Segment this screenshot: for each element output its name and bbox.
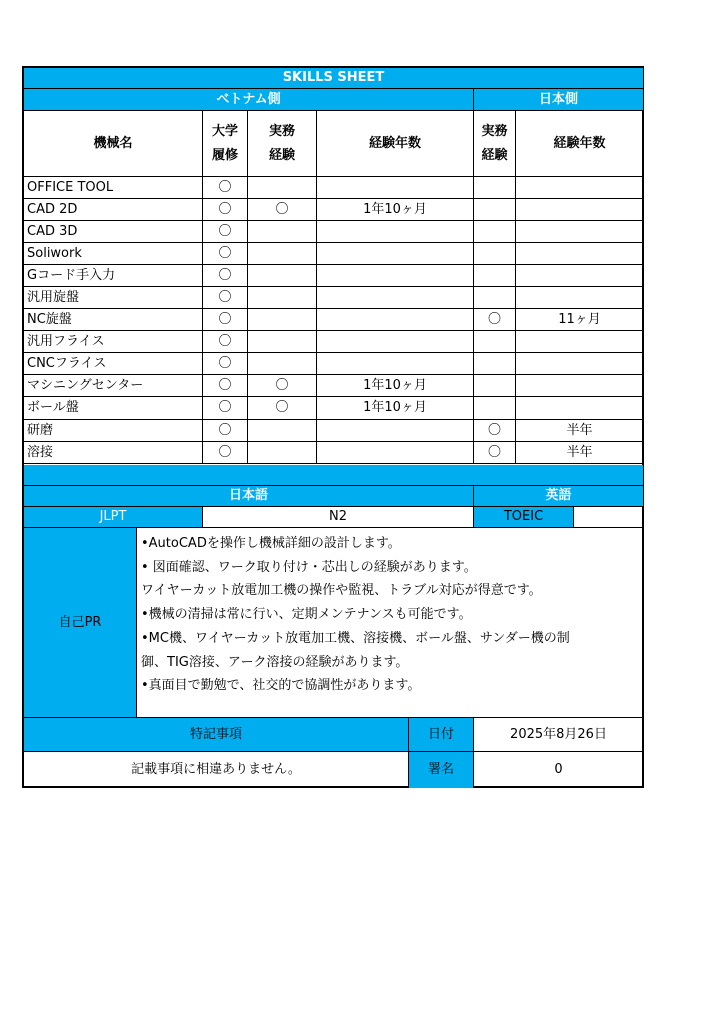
table-cell-vn-years — [317, 309, 474, 331]
self-pr-line: ワイヤーカット放電加工機の操作や監視、トラブル対応が得意です。 — [141, 583, 542, 599]
column-vn-years: 経験年数 — [317, 111, 474, 177]
date-label: 日付 — [409, 718, 474, 752]
table-cell-vn-exp — [248, 309, 317, 331]
column-machine: 機械名 — [24, 111, 203, 177]
table-cell-univ: 〇 — [203, 287, 248, 309]
table-cell-vn-exp — [248, 265, 317, 287]
table-cell-univ: 〇 — [203, 397, 248, 420]
spacer-band — [24, 465, 644, 486]
table-cell-jp-exp — [474, 265, 516, 287]
column-university-line1: 大学 — [211, 123, 238, 139]
table-cell-jp-exp — [474, 177, 516, 199]
table-cell-jp-years — [516, 199, 644, 221]
table-cell-univ: 〇 — [203, 309, 248, 331]
table-cell-jp-exp — [474, 331, 516, 353]
column-jp-years: 経験年数 — [516, 111, 644, 177]
section-vietnam: ベトナム側 — [24, 89, 474, 111]
table-cell-univ: 〇 — [203, 177, 248, 199]
table-cell-vn-years — [317, 353, 474, 375]
table-cell-univ: 〇 — [203, 265, 248, 287]
table-cell-machine: Soliwork — [24, 243, 203, 265]
table-cell-jp-exp — [474, 375, 516, 397]
column-vn-experience-line1: 実務 — [268, 123, 295, 139]
table-cell-jp-years — [516, 221, 644, 243]
skills-sheet — [22, 66, 644, 788]
column-university — [203, 111, 248, 177]
table-cell-univ: 〇 — [203, 331, 248, 353]
signature-value: 0 — [474, 752, 644, 788]
self-pr-line: •機械の清掃は常に行い、定期メンテナンスも可能です。 — [141, 607, 472, 623]
table-cell-vn-years — [317, 177, 474, 199]
column-vn-experience-line2: 経験 — [268, 147, 295, 163]
sheet-title: SKILLS SHEET — [24, 68, 644, 89]
table-cell-jp-years — [516, 243, 644, 265]
column-vn-experience — [248, 111, 317, 177]
table-cell-jp-exp: 〇 — [474, 442, 516, 464]
table-cell-jp-exp — [474, 353, 516, 375]
table-cell-vn-exp — [248, 420, 317, 442]
table-cell-univ: 〇 — [203, 442, 248, 464]
table-cell-jp-exp — [474, 221, 516, 243]
table-cell-vn-exp: 〇 — [248, 375, 317, 397]
self-pr-text — [137, 528, 644, 718]
english-header: 英語 — [474, 486, 644, 507]
table-cell-jp-exp: 〇 — [474, 420, 516, 442]
jlpt-label: JLPT — [24, 507, 203, 528]
table-cell-machine: マシニングセンター — [24, 375, 203, 397]
toeic-value — [574, 507, 644, 528]
table-cell-univ: 〇 — [203, 199, 248, 221]
table-cell-machine: 汎用旋盤 — [24, 287, 203, 309]
self-pr-line: •AutoCADを操作し機械詳細の設計します。 — [141, 536, 401, 551]
table-cell-jp-years — [516, 375, 644, 397]
table-cell-univ: 〇 — [203, 353, 248, 375]
table-cell-vn-years — [317, 420, 474, 442]
table-cell-vn-exp — [248, 177, 317, 199]
table-cell-vn-exp — [248, 243, 317, 265]
table-cell-vn-exp: 〇 — [248, 397, 317, 420]
column-jp-experience-line1: 実務 — [481, 123, 508, 139]
table-cell-machine: 研磨 — [24, 420, 203, 442]
table-cell-vn-years: 1年10ヶ月 — [317, 397, 474, 420]
table-cell-machine: CNCフライス — [24, 353, 203, 375]
table-cell-jp-years — [516, 397, 644, 420]
table-cell-machine: CAD 2D — [24, 199, 203, 221]
jlpt-value: N2 — [203, 507, 474, 528]
table-cell-vn-exp — [248, 353, 317, 375]
table-cell-jp-years: 半年 — [516, 420, 644, 442]
self-pr-line: • 図面確認、ワーク取り付け・芯出しの経験があります。 — [141, 559, 477, 575]
declaration-text: 記載事項に相違ありません。 — [24, 752, 409, 788]
table-cell-univ: 〇 — [203, 221, 248, 243]
table-cell-jp-years: 11ヶ月 — [516, 309, 644, 331]
table-cell-vn-exp — [248, 331, 317, 353]
table-cell-jp-years — [516, 177, 644, 199]
self-pr-line: 御、TIG溶接、アーク溶接の経験があります。 — [141, 654, 409, 670]
column-jp-experience-line2: 経験 — [481, 147, 508, 163]
table-cell-jp-years — [516, 287, 644, 309]
table-cell-machine: 溶接 — [24, 442, 203, 464]
self-pr-line: •MC機、ワイヤーカット放電加工機、溶接機、ボール盤、サンダー機の制 — [141, 630, 570, 646]
table-cell-vn-years — [317, 265, 474, 287]
table-cell-vn-exp — [248, 287, 317, 309]
table-cell-jp-exp: 〇 — [474, 309, 516, 331]
table-cell-jp-years — [516, 353, 644, 375]
table-cell-machine: Gコード手入力 — [24, 265, 203, 287]
table-cell-vn-exp: 〇 — [248, 199, 317, 221]
table-cell-jp-years: 半年 — [516, 442, 644, 464]
signature-label: 署名 — [409, 752, 474, 788]
table-cell-vn-years — [317, 331, 474, 353]
table-cell-jp-exp — [474, 199, 516, 221]
remarks-label: 特記事項 — [24, 718, 409, 752]
table-cell-vn-years: 1年10ヶ月 — [317, 375, 474, 397]
table-cell-vn-years: 1年10ヶ月 — [317, 199, 474, 221]
table-cell-vn-years — [317, 442, 474, 464]
table-cell-univ: 〇 — [203, 243, 248, 265]
table-cell-machine: NC旋盤 — [24, 309, 203, 331]
column-university-line2: 履修 — [211, 147, 238, 163]
table-cell-machine: 汎用フライス — [24, 331, 203, 353]
column-jp-experience — [474, 111, 516, 177]
table-cell-jp-years — [516, 331, 644, 353]
table-cell-machine: OFFICE TOOL — [24, 177, 203, 199]
table-cell-univ: 〇 — [203, 420, 248, 442]
table-cell-vn-years — [317, 287, 474, 309]
table-cell-jp-years — [516, 265, 644, 287]
table-cell-jp-exp — [474, 287, 516, 309]
self-pr-line: •真面目で勤勉で、社交的で協調性があります。 — [141, 678, 421, 694]
table-cell-machine: CAD 3D — [24, 221, 203, 243]
table-cell-jp-exp — [474, 243, 516, 265]
japanese-header: 日本語 — [24, 486, 474, 507]
table-cell-jp-exp — [474, 397, 516, 420]
table-cell-vn-years — [317, 221, 474, 243]
table-cell-vn-exp — [248, 221, 317, 243]
table-cell-vn-years — [317, 243, 474, 265]
toeic-label: TOEIC — [474, 507, 574, 528]
table-cell-machine: ボール盤 — [24, 397, 203, 420]
self-pr-label: 自己PR — [24, 528, 137, 718]
date-value: 2025年8月26日 — [474, 718, 644, 752]
table-cell-vn-exp — [248, 442, 317, 464]
table-cell-univ: 〇 — [203, 375, 248, 397]
section-japan: 日本側 — [474, 89, 644, 111]
